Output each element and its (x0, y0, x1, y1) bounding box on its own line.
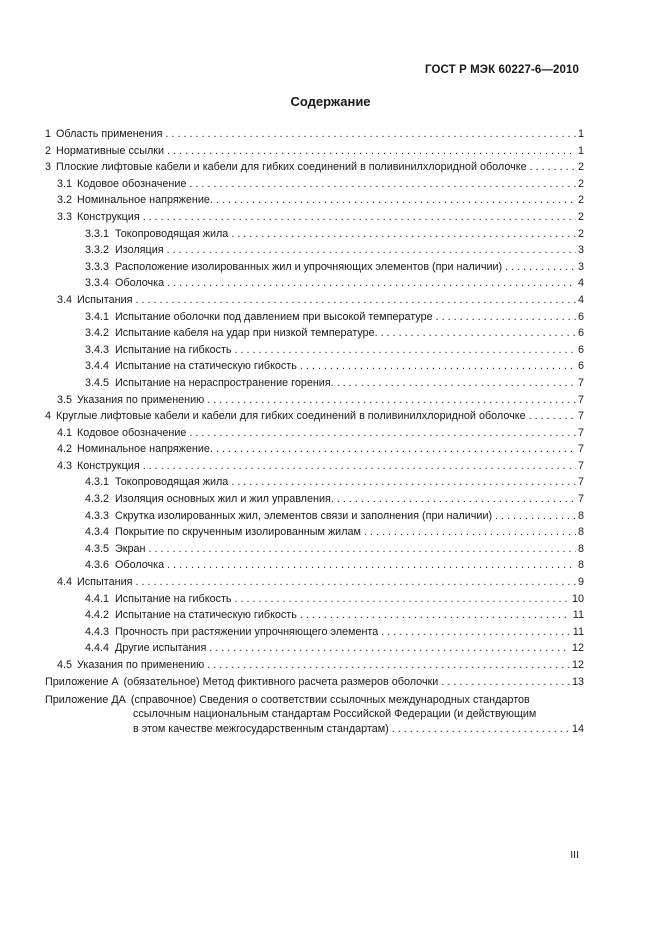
toc-entry-number: 3.4.3 (85, 343, 110, 356)
toc-entry[interactable] (45, 176, 584, 193)
toc-entry-number: 3.3 (57, 210, 73, 223)
toc-entry-text: Круглые лифтовые кабели и кабели для гибких соединений в поливинилхлоридной оболочке (56, 410, 526, 423)
toc-entry-page: 6 (577, 343, 584, 356)
toc-entry-page: 8 (577, 542, 584, 555)
toc-entry-page: 7 (577, 426, 584, 439)
toc-entry-page: 2 (577, 194, 584, 207)
toc-entry-number: 4.3.6 (85, 559, 110, 572)
toc-entry-page: 9 (577, 576, 584, 589)
toc-entry[interactable] (45, 541, 584, 558)
toc-entry-text: Другие испытания (115, 642, 207, 655)
toc-entry-text: Оболочка (115, 559, 165, 572)
toc-entry[interactable] (45, 574, 584, 591)
toc-entry-text: Покрытие по скрученным изолированным жилам (115, 526, 361, 539)
toc-entry-text: Скрутка изолированных жил, элементов связи и заполнения (при наличии) (115, 509, 493, 522)
toc-entry[interactable] (45, 309, 584, 326)
dot-leader (231, 474, 576, 491)
toc-entry[interactable] (45, 458, 584, 475)
toc-entry[interactable] (45, 242, 584, 259)
table-of-contents (45, 126, 584, 736)
toc-entry-text: Конструкция (77, 459, 140, 472)
toc-entry-page: 10 (571, 592, 584, 605)
dot-leader (381, 325, 576, 342)
toc-entry-text: Кодовое обозначение (77, 177, 187, 190)
toc-entry-text-continued: в этом качестве межгосударственным стандартам) (133, 722, 389, 735)
dot-leader (135, 292, 576, 309)
toc-entry-number: 1 (45, 128, 52, 140)
toc-entry-page: 7 (577, 493, 584, 506)
toc-entry-page: 8 (577, 526, 584, 539)
toc-entry[interactable] (45, 408, 584, 425)
toc-entry-page: 12 (571, 659, 584, 671)
dot-leader (529, 408, 576, 425)
toc-entry-text: Испытание на гибкость (115, 343, 232, 356)
toc-entry[interactable] (45, 474, 584, 491)
dot-leader (167, 557, 576, 574)
toc-entry-page: 3 (577, 260, 584, 273)
toc-entry[interactable] (45, 375, 584, 392)
toc-entry-page: 12 (571, 642, 584, 655)
dot-leader (167, 143, 576, 160)
toc-entry-number: 3.3.4 (85, 277, 110, 290)
dot-leader (530, 159, 576, 176)
toc-entry[interactable] (45, 143, 584, 160)
toc-entry-page: 6 (577, 360, 584, 373)
page-number: III (570, 849, 579, 861)
toc-entry-page: 2 (577, 161, 584, 174)
dot-leader (381, 624, 571, 641)
toc-entry[interactable] (45, 640, 584, 657)
toc-entry[interactable] (45, 624, 584, 641)
toc-entry-text: Указания по применению (77, 659, 205, 671)
toc-entry[interactable] (45, 126, 584, 143)
dot-leader (167, 275, 576, 292)
dot-leader (231, 226, 576, 243)
toc-entry[interactable] (45, 226, 584, 243)
toc-entry[interactable] (45, 425, 584, 442)
dot-leader (300, 607, 571, 624)
toc-entry-page: 7 (577, 410, 584, 423)
dot-leader (135, 574, 576, 591)
dot-leader (216, 192, 576, 209)
toc-entry-number: 3.3.2 (85, 244, 110, 257)
toc-entry-text: (справочное) Сведения о соответствии ссылочных международных стандартов (130, 694, 530, 707)
toc-entry-page: 2 (577, 210, 584, 223)
dot-leader (148, 541, 576, 558)
toc-entry[interactable] (45, 591, 584, 608)
toc-entry[interactable] (45, 275, 584, 292)
dot-leader (189, 425, 576, 442)
toc-entry-page: 6 (577, 327, 584, 340)
toc-entry-text: Испытание на статическую гибкость (115, 609, 297, 622)
dot-leader (143, 209, 576, 226)
toc-entry[interactable] (45, 192, 584, 209)
toc-entry-number: 3.1 (57, 177, 73, 190)
toc-entry-page: 14 (571, 722, 584, 735)
toc-entry-text: (обязательное) Метод фиктивного расчета размеров оболочки (123, 675, 439, 688)
dot-leader (436, 309, 576, 326)
toc-entry-number: 3.4.1 (85, 310, 110, 323)
toc-entry-number: 4.3 (57, 459, 73, 472)
toc-entry-page: 7 (577, 459, 584, 472)
toc-entry-text: Испытание на статическую гибкость (115, 360, 297, 373)
toc-entry[interactable] (45, 292, 584, 309)
document-header: ГОСТ Р МЭК 60227-6—2010 (425, 64, 579, 76)
toc-entry-page: 2 (577, 227, 584, 240)
toc-entry-number: Приложение ДА (45, 694, 126, 707)
toc-entry[interactable] (45, 358, 584, 375)
toc-entry-text-continued: ссылочным национальным стандартам Российской Федерации (и действующим (133, 708, 537, 721)
toc-entry-page: 1 (577, 144, 584, 157)
toc-entry-text: Испытание на нераспространение горения. (115, 376, 334, 389)
toc-entry-page: 2 (577, 177, 584, 190)
toc-entry[interactable] (45, 209, 584, 226)
toc-entry-page: 8 (577, 559, 584, 572)
toc-entry-number: 4.3.1 (85, 476, 110, 489)
toc-entry-text: Нормативные ссылки (56, 144, 165, 157)
toc-entry-text: Изоляция основных жил и жил управления. (115, 493, 334, 506)
toc-entry-page: 6 (577, 310, 584, 323)
dot-leader (235, 591, 570, 608)
dot-leader (300, 358, 576, 375)
toc-entry[interactable] (45, 325, 584, 342)
toc-entry-number: Приложение А (45, 675, 119, 688)
toc-entry[interactable] (45, 491, 584, 508)
dot-leader (143, 458, 576, 475)
toc-entry-text: Указания по применению (77, 393, 205, 406)
toc-entry-number: 4.3.3 (85, 509, 110, 522)
toc-entry-number: 4.4.4 (85, 642, 110, 655)
toc-entry-page: 13 (571, 675, 584, 688)
toc-entry-text: Кодовое обозначение (77, 426, 187, 439)
toc-entry-page: 3 (577, 244, 584, 257)
toc-entry-text: Испытание на гибкость (115, 592, 232, 605)
toc-entry-page: 11 (572, 625, 584, 638)
toc-entry-text: Токопроводящая жила (115, 476, 229, 489)
dot-leader (392, 722, 570, 736)
dot-leader (364, 524, 576, 541)
toc-entry-text: Испытание оболочки под давлением при высокой температуре (115, 310, 433, 323)
dot-leader (167, 242, 576, 259)
dot-leader (189, 176, 576, 193)
toc-entry-page: 7 (577, 443, 584, 456)
dot-leader (207, 657, 570, 674)
toc-entry-appendix-da[interactable] (45, 693, 584, 736)
toc-entry-number: 3.4.4 (85, 360, 110, 373)
toc-entry-text: Конструкция (77, 210, 140, 223)
toc-entry-number: 3.2 (57, 194, 73, 207)
toc-entry[interactable] (45, 159, 584, 176)
toc-entry-text: Номинальное напряжение. (77, 443, 213, 456)
dot-leader (207, 392, 576, 409)
toc-entry-text: Изоляция (115, 244, 164, 257)
toc-entry-page: 7 (577, 376, 584, 389)
toc-entry[interactable] (45, 557, 584, 574)
toc-entry-page: 11 (572, 609, 584, 622)
dot-leader (166, 126, 576, 143)
toc-entry-page: 8 (577, 509, 584, 522)
toc-entry[interactable] (45, 392, 584, 409)
toc-entry-number: 4.2 (57, 443, 73, 456)
toc-entry-number: 4.4.2 (85, 609, 110, 622)
toc-entry-number: 4.4 (57, 576, 73, 589)
toc-entry-number: 4.5 (57, 659, 73, 671)
toc-entry-page: 7 (577, 393, 584, 406)
toc-entry-page: 4 (577, 277, 584, 290)
toc-entry[interactable] (45, 441, 584, 458)
toc-entry[interactable] (45, 508, 584, 525)
toc-entry[interactable] (45, 259, 584, 276)
toc-entry[interactable] (45, 524, 584, 541)
toc-entry-number: 3.5 (57, 393, 73, 406)
dot-leader (216, 441, 576, 458)
toc-entry-number: 3.3.1 (85, 227, 110, 240)
toc-entry-text: Область применения (56, 128, 163, 140)
toc-entry-number: 4.4.3 (85, 625, 110, 638)
toc-entry[interactable] (45, 607, 584, 624)
toc-entry-text: Прочность при растяжении упрочняющего элемента (115, 625, 379, 638)
toc-entry-text: Испытание кабеля на удар при низкой температуре. (115, 327, 378, 340)
toc-entry[interactable] (45, 674, 584, 691)
toc-entry-number: 4.3.5 (85, 542, 110, 555)
toc-entry-page: 4 (577, 293, 584, 306)
dot-leader (495, 508, 576, 525)
toc-entry-number: 3.4.2 (85, 327, 110, 340)
dot-leader (441, 674, 570, 691)
toc-entry-text: Оболочка (115, 277, 165, 290)
toc-entry-number: 2 (45, 144, 52, 157)
toc-entry-text: Испытания (77, 576, 133, 589)
toc-entry-text: Экран (115, 542, 146, 555)
page-title: Содержание (290, 94, 371, 109)
toc-entry-text: Номинальное напряжение. (77, 194, 213, 207)
toc-entry[interactable] (45, 657, 584, 674)
toc-entry-number: 4.3.2 (85, 493, 110, 506)
toc-entry-number: 3.4.5 (85, 376, 110, 389)
dot-leader (209, 640, 570, 657)
toc-entry[interactable] (45, 342, 584, 359)
toc-entry-number: 4 (45, 410, 52, 423)
toc-entry-number: 4.1 (57, 426, 73, 439)
dot-leader (505, 259, 576, 276)
toc-entry-page: 1 (577, 128, 584, 140)
toc-entry-text: Токопроводящая жила (115, 227, 229, 240)
toc-entry-number: 4.4.1 (85, 592, 110, 605)
toc-entry-number: 3.4 (57, 293, 73, 306)
dot-leader (337, 491, 576, 508)
toc-entry-number: 3.3.3 (85, 260, 110, 273)
toc-entry-number: 4.3.4 (85, 526, 110, 539)
toc-entry-text: Испытания (77, 293, 133, 306)
toc-entry-text: Плоские лифтовые кабели и кабели для гибких соединений в поливинилхлоридной оболочке (56, 161, 527, 174)
toc-entry-text: Расположение изолированных жил и упрочняющих элементов (при наличии) (115, 260, 503, 273)
dot-leader (337, 375, 576, 392)
toc-entry-number: 3 (45, 161, 52, 174)
toc-entry-page: 7 (577, 476, 584, 489)
dot-leader (235, 342, 576, 359)
